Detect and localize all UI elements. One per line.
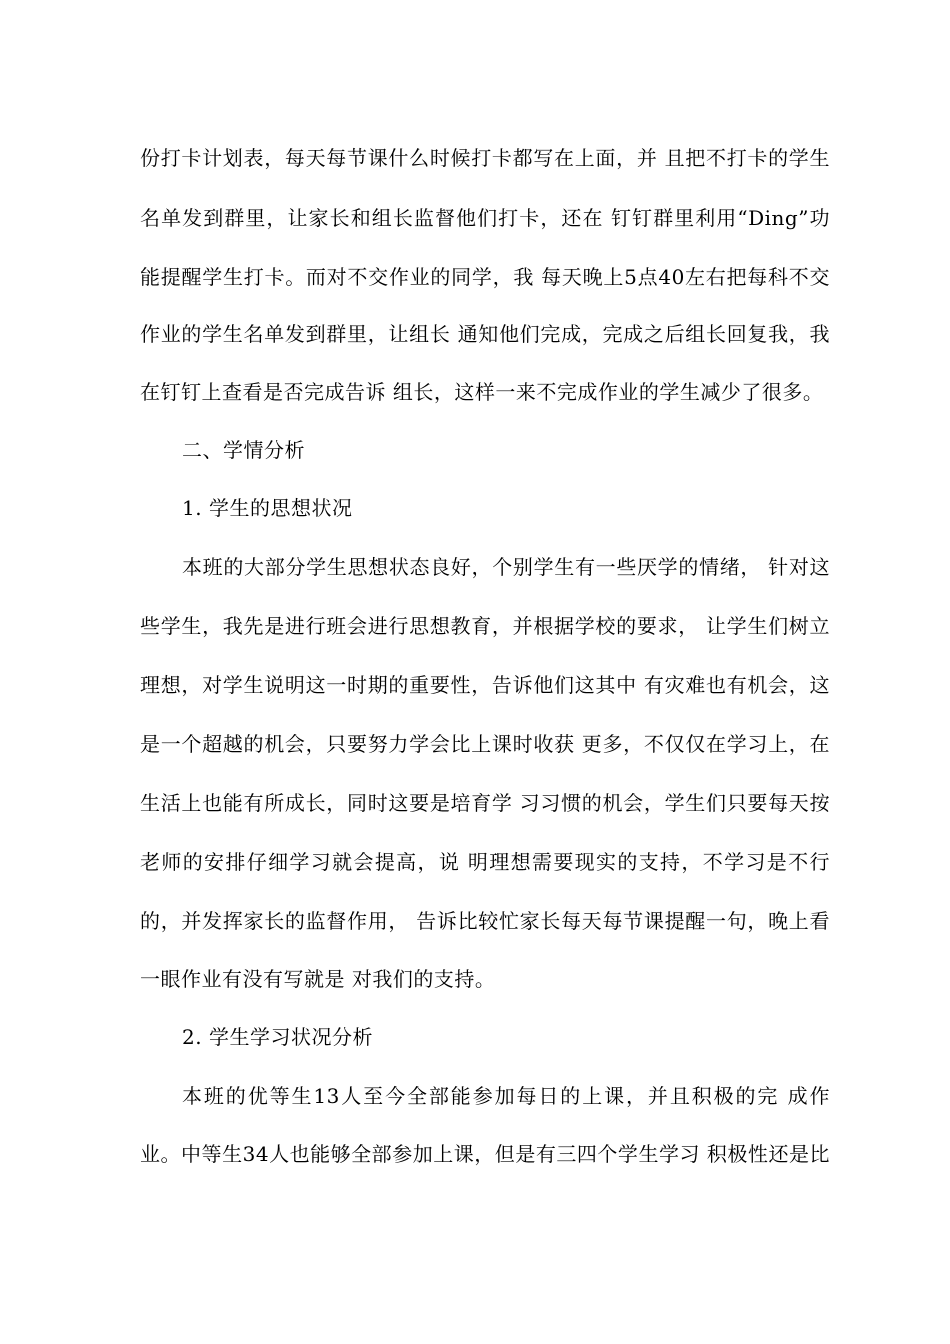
paragraph-line: 本班的大部分学生思想状态良好，个别学生有一些厌学的情绪， 针对这 — [182, 555, 830, 579]
paragraph-line: 业。中等生34人也能够全部参加上课，但是有三四个学生学习 积极性还是比 — [140, 1142, 830, 1166]
subsection-heading: 2. 学生学习状况分析 — [182, 1025, 373, 1049]
paragraph-line: 一眼作业有没有写就是 对我们的支持。 — [140, 967, 496, 991]
section-heading: 二、学情分析 — [182, 438, 305, 462]
paragraph-line: 名单发到群里，让家长和组长监督他们打卡，还在 钉钉群里利用“Ding”功 — [140, 206, 830, 230]
paragraph-line: 是一个超越的机会，只要努力学会比上课时收获 更多，不仅仅在学习上，在 — [140, 732, 830, 756]
paragraph-line: 些学生，我先是进行班会进行思想教育，并根据学校的要求， 让学生们树立 — [140, 614, 830, 638]
paragraph-line: 理想，对学生说明这一时期的重要性，告诉他们这其中 有灾难也有机会，这 — [140, 673, 830, 697]
paragraph-line: 在钉钉上查看是否完成告诉 组长，这样一来不完成作业的学生减少了很多。 — [140, 380, 824, 404]
subsection-heading: 1. 学生的思想状况 — [182, 496, 353, 520]
paragraph-line: 老师的安排仔细学习就会提高，说 明理想需要现实的支持，不学习是不行 — [140, 850, 830, 874]
paragraph-line: 生活上也能有所成长，同时这要是培育学 习习惯的机会，学生们只要每天按 — [140, 791, 830, 815]
paragraph-line: 能提醒学生打卡。而对不交作业的同学，我 每天晚上5点40左右把每科不交 — [140, 265, 830, 289]
paragraph-line: 本班的优等生13人至今全部能参加每日的上课，并且积极的完 成作 — [182, 1084, 830, 1108]
paragraph-line: 作业的学生名单发到群里，让组长 通知他们完成，完成之后组长回复我，我 — [140, 322, 830, 346]
paragraph-line: 的，并发挥家长的监督作用， 告诉比较忙家长每天每节课提醒一句，晚上看 — [140, 909, 830, 933]
paragraph-line: 份打卡计划表，每天每节课什么时候打卡都写在上面，并 且把不打卡的学生 — [140, 146, 830, 170]
